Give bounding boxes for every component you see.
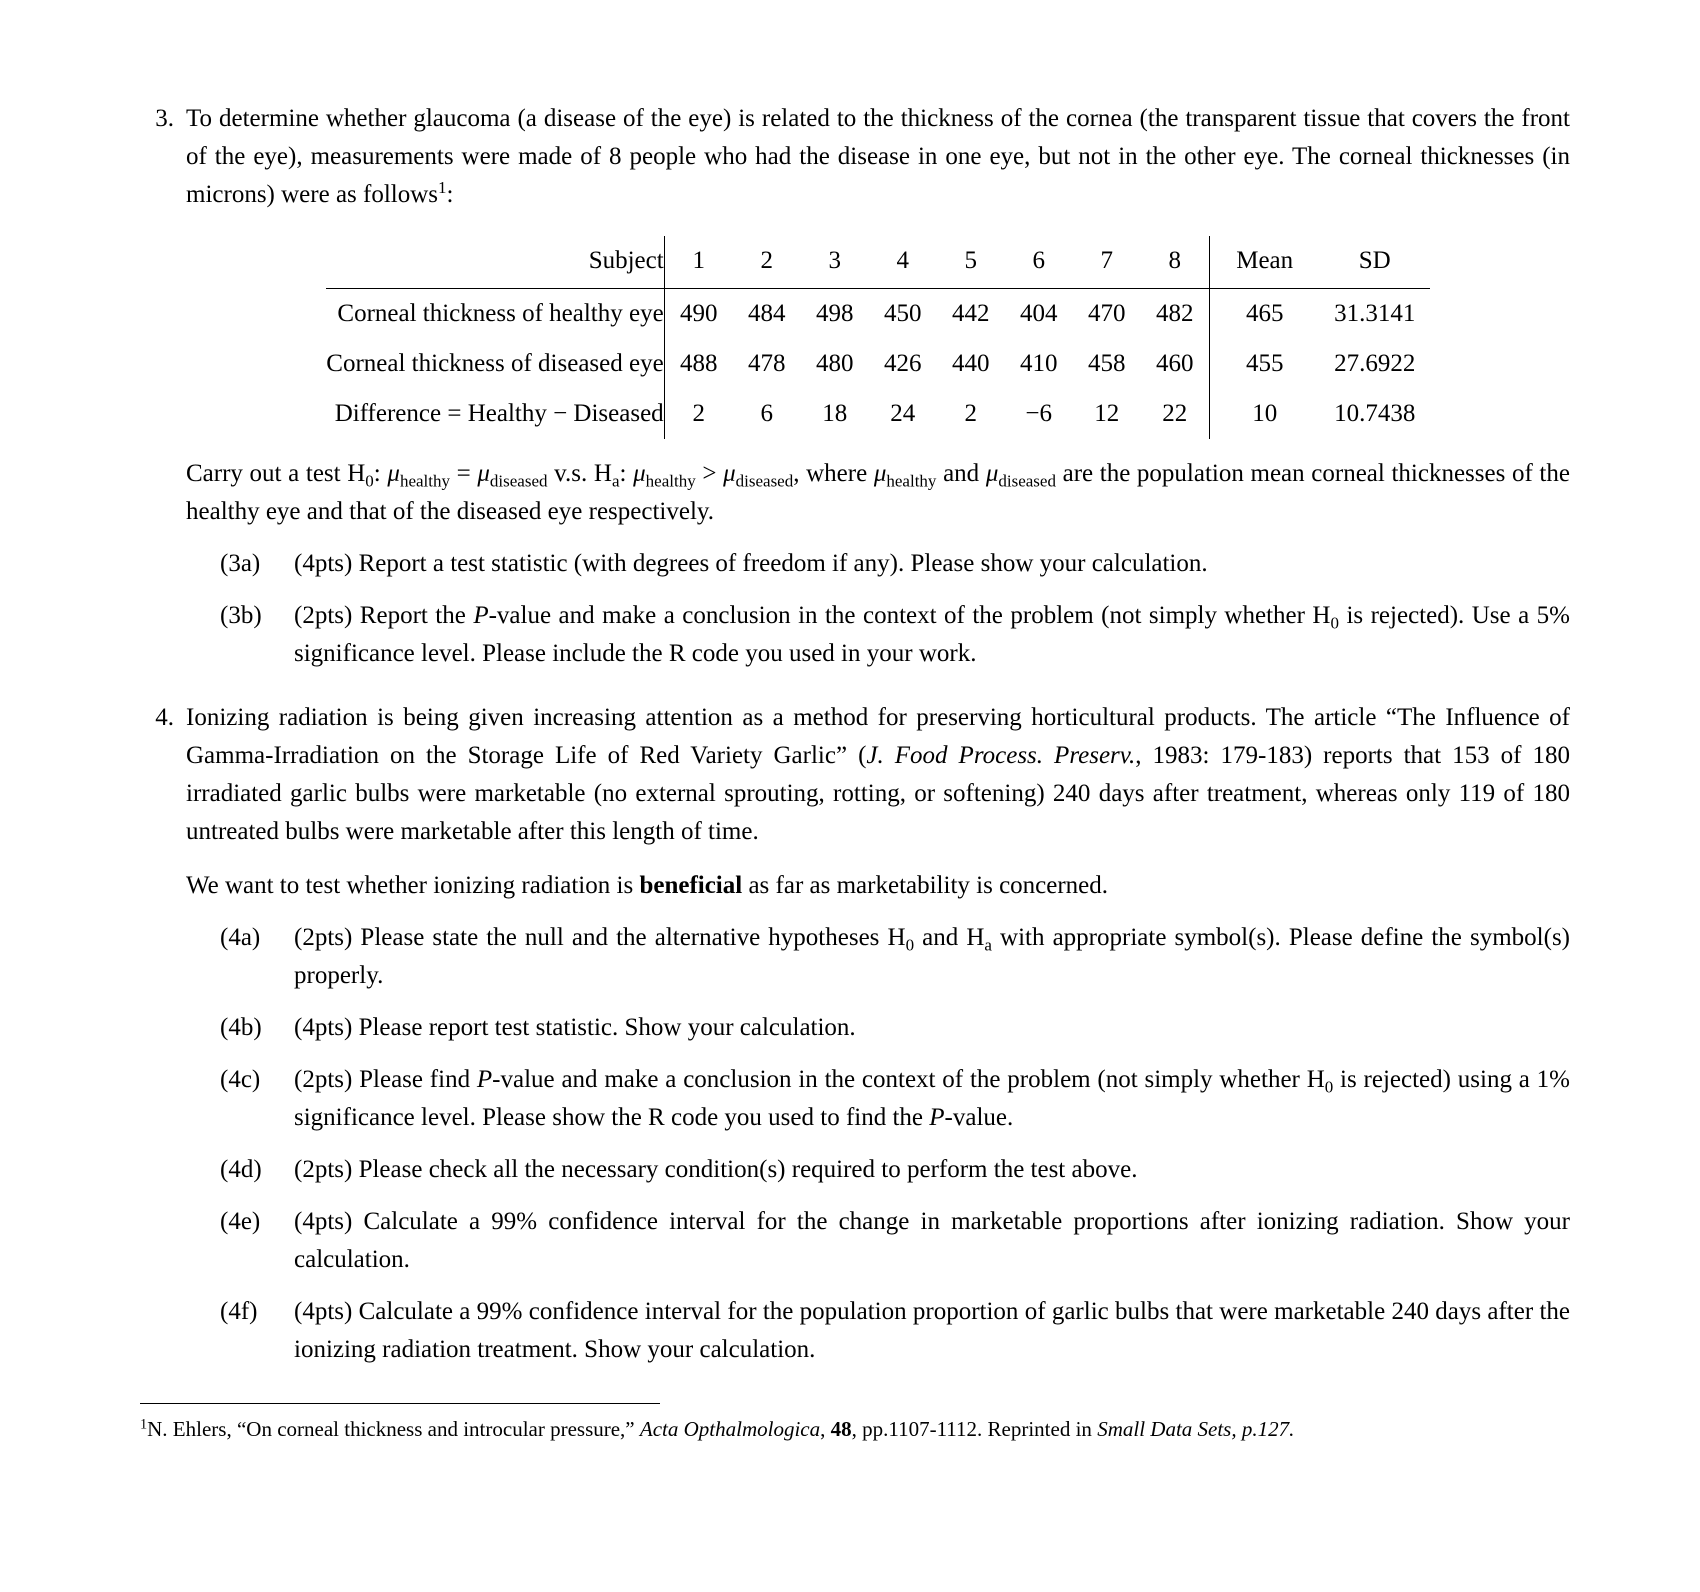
subpart-4a [220,919,1570,995]
subpart-3b-label: (3b) [220,602,262,629]
table-header-subject-2: 2 [760,247,773,274]
problem-4-journal-name: J. Food Process. Preserv. [866,742,1136,769]
table-header-subject-5: 5 [964,247,977,274]
problem-4-test-statement [186,867,1570,905]
problem-4-body [186,699,1570,1369]
problem-4-number: 4. [155,704,174,731]
diseased-s8: 460 [1155,350,1194,377]
healthy-mean: 465 [1209,289,1320,339]
difference-s4: 24 [890,400,916,427]
corneal-thickness-table [326,236,1429,439]
problem-3-number: 3. [155,105,174,132]
table-header-sd: SD [1358,247,1391,274]
table-header-subject-3: 3 [828,247,841,274]
difference-s2: 6 [760,400,773,427]
subpart-4f-text: (4pts) Calculate a 99% confidence interval for the population proportion of garlic bulbs that were marketable 240 days after the ionizing radiation treatment. Show your calculation. [294,1298,1570,1363]
problem-3 [140,100,1570,673]
subpart-4e-label: (4e) [220,1208,261,1235]
problem-4-intro-part1: Ionizing radiation is being given increasing attention as a method for preserving horticultural products. The article “The Influence of Gamma-Irradiation on the Storage Life of Red Variety Garlic” ( [186,704,1570,769]
diseased-s5: 440 [951,350,990,377]
difference-s8: 22 [1162,400,1188,427]
difference-s3: 18 [822,400,848,427]
table-header-subject-4: 4 [896,247,909,274]
footnote-source: Small Data Sets, p.127. [1097,1417,1295,1441]
healthy-s2: 484 [747,300,786,327]
problem-4 [140,699,1570,1369]
footnote-marker: 1 [140,1416,148,1433]
subpart-4e-text: (4pts) Calculate a 99% confidence interval for the change in marketable proportions after ionizing radiation. Show your calculation. [294,1208,1570,1273]
healthy-s1: 490 [664,289,733,339]
table-row [326,289,1429,339]
subpart-3a-label: (3a) [220,550,261,577]
table-header-row [326,236,1429,288]
table-header-subject-8: 8 [1168,247,1181,274]
difference-sd: 10.7438 [1334,400,1416,427]
difference-s5: 2 [964,400,977,427]
problem-3-body [186,100,1570,673]
subpart-4d-text: (2pts) Please check all the necessary condition(s) required to perform the test above. [294,1156,1138,1183]
subpart-4f [220,1293,1570,1369]
healthy-s8: 482 [1155,300,1194,327]
healthy-s6: 404 [1019,300,1058,327]
row-label-difference: Difference = Healthy − Diseased [334,400,664,427]
footnote-separator [140,1403,660,1404]
subpart-4f-label: (4f) [220,1298,258,1325]
healthy-s5: 442 [951,300,990,327]
footnote-volume: 48 [830,1417,852,1441]
footnote-marker-ref: 1 [438,178,447,198]
difference-s1: 2 [664,389,733,439]
subpart-4c [220,1061,1570,1137]
table-header-subject-6: 6 [1032,247,1045,274]
table-header-subject: Subject [588,247,664,274]
table-row [326,389,1429,439]
table-row [326,339,1429,389]
problem-3-intro-colon: : [446,181,454,208]
footnote-part1: N. Ehlers, “On corneal thickness and introcular pressure,” [147,1417,640,1441]
footnote-journal: Acta Opthalmologica [639,1417,821,1441]
row-label-healthy: Corneal thickness of healthy eye [337,300,664,327]
footnote-part3: , pp.1107-1112. Reprinted in [851,1417,1098,1441]
subpart-3a-text: (4pts) Report a test statistic (with degrees of freedom if any). Please show your calculation. [294,550,1208,577]
diseased-s3: 480 [815,350,854,377]
footnote-part2: , [820,1417,831,1441]
problem-3-hypothesis-text: Carry out a test $H_0$: $\mu_{healthy} = \mu_{diseased}$ v.s. $H_a$: $\mu_{healthy} > \mu_{diseased}$, where $\mu_{healthy}$ and $\mu_{diseased}$ are the population mean corneal thicknesses of the healthy eye and that of the diseased eye respectively. [186,460,1570,525]
footnote [140,1414,1570,1445]
corneal-thickness-table-wrap [186,236,1570,439]
subpart-4b-label: (4b) [220,1014,262,1041]
diseased-s1: 488 [664,339,733,389]
subpart-3b-text: (2pts) Report the P-value and make a conclusion in the context of the problem (not simply whether $H_0$ is rejected). Use a 5% significance level. Please include the R code you used in your work. [294,602,1570,667]
difference-s7: 12 [1094,400,1120,427]
subpart-4c-text: (2pts) Please find P-value and make a conclusion in the context of the problem (not simply whether $H_0$ is rejected) using a 1% significance level. Please show the R code you used to find the P-value. [294,1066,1570,1131]
subpart-3b [220,597,1570,673]
problem-4-subparts [220,919,1570,1369]
diseased-mean: 455 [1209,339,1320,389]
diseased-s7: 458 [1087,350,1126,377]
table-header-mean: Mean [1209,236,1320,288]
problem-3-subparts [220,545,1570,673]
subpart-3a [220,545,1570,583]
diseased-s2: 478 [747,350,786,377]
subpart-4c-label: (4c) [220,1066,261,1093]
healthy-sd: 31.3141 [1334,300,1416,327]
difference-mean: 10 [1209,389,1320,439]
subpart-4e [220,1203,1570,1279]
subpart-4a-text: (2pts) Please state the null and the alternative hypotheses $H_0$ and $H_a$ with appropriate symbol(s). Please define the symbol(s) properly. [294,924,1570,989]
healthy-s4: 450 [883,300,922,327]
test-statement-emphasis: beneficial [639,872,743,899]
subpart-4d [220,1151,1570,1189]
problem-4-intro-part2: , 1983: 179-183) reports that 153 of 180 irradiated garlic bulbs were marketable (no external sprouting, rotting, or softening) 240 days after treatment, whereas only 119 of 180 untreated bulbs were marketable after this length of time. [186,742,1570,845]
test-statement-part1: We want to test whether ionizing radiation is [186,872,640,899]
diseased-sd: 27.6922 [1334,350,1416,377]
table-header-subject-7: 7 [1100,247,1113,274]
subpart-4b-text: (4pts) Please report test statistic. Show your calculation. [294,1014,856,1041]
diseased-s4: 426 [883,350,922,377]
diseased-s6: 410 [1019,350,1058,377]
healthy-s3: 498 [815,300,854,327]
test-statement-part2: as far as marketability is concerned. [742,872,1109,899]
subpart-4b [220,1009,1570,1047]
subpart-4d-label: (4d) [220,1156,262,1183]
subpart-4a-label: (4a) [220,924,261,951]
row-label-diseased: Corneal thickness of diseased eye [326,350,664,377]
problem-3-intro-text: To determine whether glaucoma (a disease of the eye) is related to the thickness of the cornea (the transparent tissue that covers the front of the eye), measurements were made of 8 people who had the disease in one eye, but not in the other eye. The corneal thicknesses (in microns) were as follows [186,105,1570,208]
table-header-subject-1: 1 [664,236,733,288]
healthy-s7: 470 [1087,300,1126,327]
difference-s6: −6 [1025,400,1052,427]
